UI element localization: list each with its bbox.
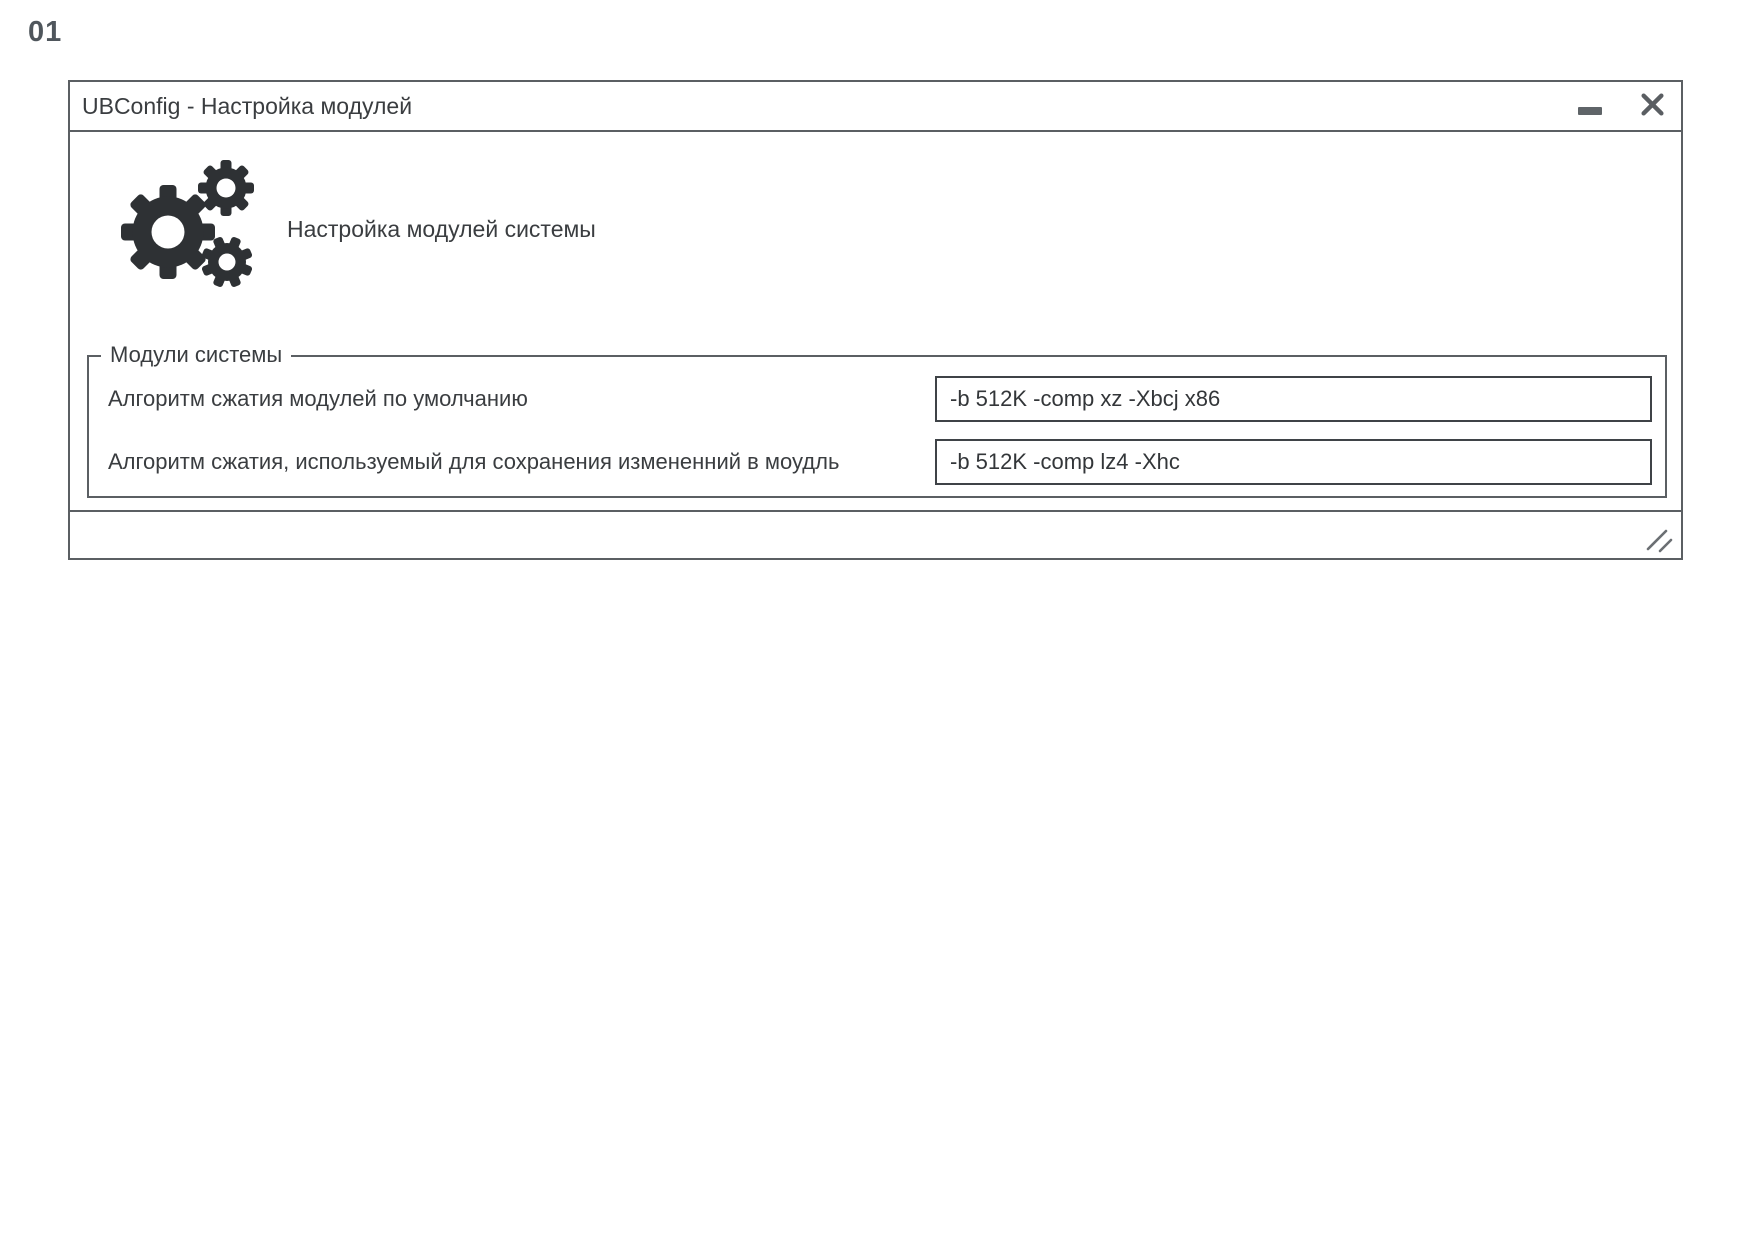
ubconfig-window — [68, 80, 1683, 560]
page-heading: Настройка модулей системы — [287, 216, 596, 242]
default-compression-input[interactable] — [935, 376, 1652, 422]
field-row-save-compression — [108, 439, 1652, 485]
close-icon — [1640, 92, 1665, 120]
window-controls — [1577, 93, 1665, 119]
groupbox-legend: Модули системы — [101, 342, 291, 368]
close-button[interactable] — [1639, 93, 1665, 119]
gears-icon — [112, 156, 262, 294]
window-statusbar — [70, 510, 1681, 558]
groupbox-system-modules — [87, 342, 1667, 498]
step-label: 01 — [28, 16, 63, 48]
window-title: UBConfig - Настройка модулей — [82, 92, 413, 119]
window-titlebar — [70, 82, 1681, 132]
field-row-default-compression — [108, 376, 1652, 422]
minimize-icon — [1578, 107, 1602, 115]
window-content — [70, 132, 1681, 510]
default-compression-label: Алгоритм сжатия модулей по умолчанию — [108, 386, 528, 411]
minimize-button[interactable] — [1577, 93, 1603, 119]
resize-grip-icon[interactable] — [1644, 527, 1674, 553]
save-compression-input[interactable] — [935, 439, 1652, 485]
save-compression-label: Алгоритм сжатия, используемый для сохранения измененний в моудль — [108, 449, 840, 474]
